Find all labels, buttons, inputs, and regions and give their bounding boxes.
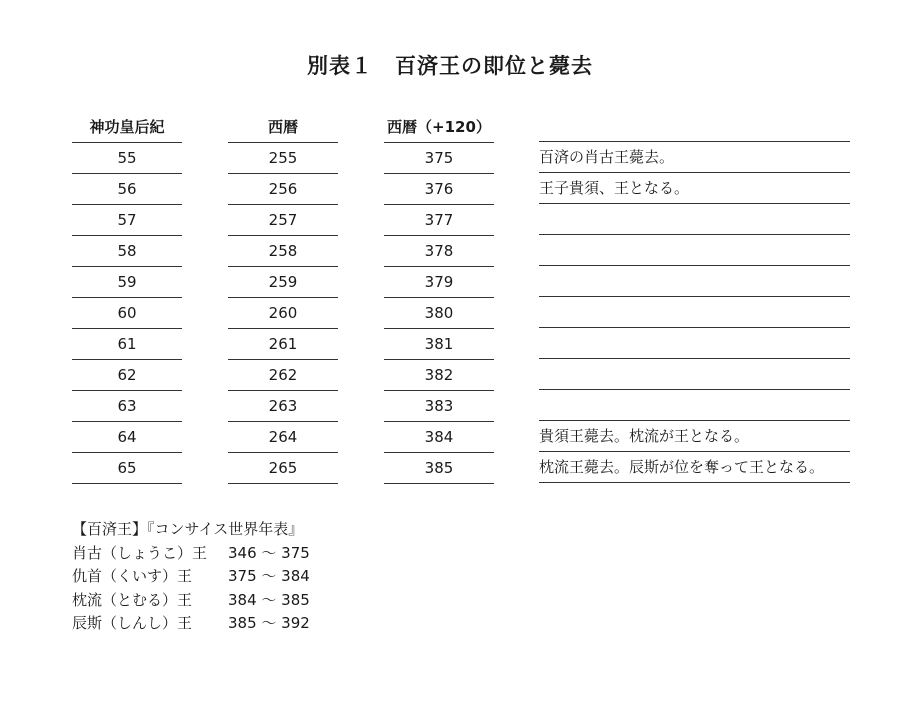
cell-event: [539, 266, 850, 297]
notes-heading: 【百済王】『コンサイス世界年表』: [72, 520, 304, 538]
king-name: 肖古（しょうこ）王: [72, 543, 208, 562]
table-number: 別表１: [307, 54, 373, 78]
cell-event: 百済の肖古王薨去。: [539, 142, 850, 173]
cell-ad: 257: [228, 204, 338, 235]
page-title: [0, 50, 900, 80]
kings-notes: [72, 518, 310, 636]
cell-jingu: 59: [72, 266, 182, 297]
king-years: 375 ～ 384: [228, 567, 310, 585]
cell-jingu: 58: [72, 235, 182, 266]
cell-event: 王子貴須、王となる。: [539, 173, 850, 204]
cell-jingu: 63: [72, 390, 182, 421]
cell-jingu: 65: [72, 452, 182, 484]
cell-ad-plus-120: 376: [384, 173, 494, 204]
cell-jingu: 61: [72, 328, 182, 359]
header-ad-plus-120: 西暦（+120）: [387, 118, 491, 136]
king-entry: [72, 589, 310, 613]
cell-ad: 263: [228, 390, 338, 421]
header-event: [539, 112, 850, 142]
cell-ad-plus-120: 382: [384, 359, 494, 390]
king-entry: [72, 565, 310, 589]
column-jingu: [72, 112, 182, 484]
cell-ad-plus-120: 375: [384, 142, 494, 173]
cell-ad: 255: [228, 142, 338, 173]
header-ad: 西暦: [267, 118, 298, 136]
cell-ad: 261: [228, 328, 338, 359]
cell-ad: 264: [228, 421, 338, 452]
cell-ad: 259: [228, 266, 338, 297]
cell-jingu: 60: [72, 297, 182, 328]
cell-ad: 260: [228, 297, 338, 328]
cell-ad-plus-120: 379: [384, 266, 494, 297]
king-name: 仇首（くいす）王: [72, 567, 193, 585]
cell-jingu: 55: [72, 142, 182, 173]
king-years: 385 ～ 392: [228, 614, 310, 632]
column-ad-plus-120: [384, 112, 494, 484]
cell-ad-plus-120: 380: [384, 297, 494, 328]
column-ad: [228, 112, 338, 484]
cell-event: 枕流王薨去。辰斯が位を奪って王となる。: [539, 452, 850, 483]
cell-event: [539, 390, 850, 421]
cell-ad: 262: [228, 359, 338, 390]
cell-event: [539, 204, 850, 235]
cell-jingu: 62: [72, 359, 182, 390]
cell-ad: 258: [228, 235, 338, 266]
king-entry: [72, 612, 310, 636]
cell-event: [539, 328, 850, 359]
cell-ad-plus-120: 381: [384, 328, 494, 359]
cell-event: 貴須王薨去。枕流が王となる。: [539, 421, 850, 452]
cell-jingu: 56: [72, 173, 182, 204]
king-name: 枕流（とむる）王: [72, 590, 193, 609]
king-entry: [72, 542, 310, 566]
king-years: 346 ～ 375: [228, 543, 310, 562]
cell-ad-plus-120: 378: [384, 235, 494, 266]
table-title: 百済王の即位と薨去: [395, 54, 593, 78]
cell-event: [539, 235, 850, 266]
king-name: 辰斯（しんし）王: [72, 614, 193, 632]
cell-event: [539, 359, 850, 390]
cell-ad-plus-120: 383: [384, 390, 494, 421]
header-jingu: 神功皇后紀: [89, 118, 165, 136]
cell-ad: 265: [228, 452, 338, 484]
cell-jingu: 64: [72, 421, 182, 452]
cell-ad-plus-120: 385: [384, 452, 494, 484]
cell-jingu: 57: [72, 204, 182, 235]
cell-ad-plus-120: 384: [384, 421, 494, 452]
king-years: 384 ～ 385: [228, 590, 310, 609]
cell-ad: 256: [228, 173, 338, 204]
cell-event: [539, 297, 850, 328]
cell-ad-plus-120: 377: [384, 204, 494, 235]
column-event: [539, 112, 850, 483]
